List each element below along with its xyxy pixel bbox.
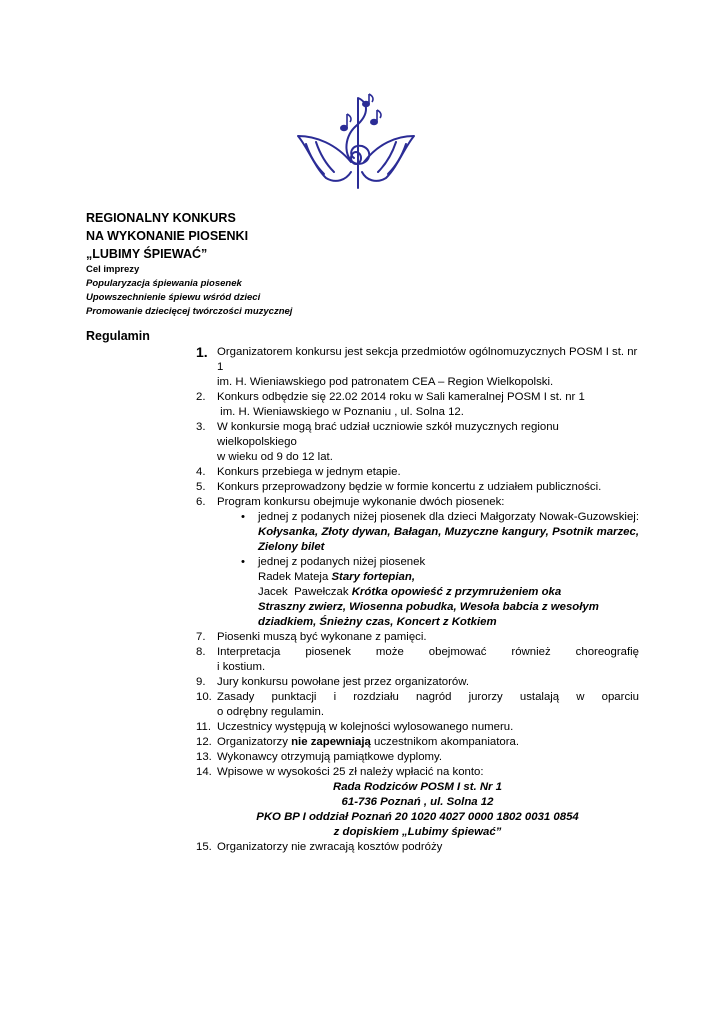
list-item	[196, 720, 639, 735]
list-item	[196, 645, 639, 675]
author-name: Radek Mateja	[258, 571, 332, 583]
item-text: Organizatorzy nie zwracają kosztów podróży	[217, 841, 443, 853]
item-number: 11.	[196, 721, 211, 733]
emphasis-text: nie zapewniają	[291, 736, 371, 748]
song-line	[258, 585, 639, 600]
item-number: 8.	[196, 646, 206, 658]
item-number: 12.	[196, 736, 212, 748]
list-item	[196, 765, 639, 780]
song-list: Kołysanka, Złoty dywan, Bałagan, Muzyczne kangury, Psotnik marzec, Zielony bilet	[258, 526, 639, 553]
bullet-text: jednej z podanych niżej piosenek	[258, 556, 426, 568]
rules-list	[196, 345, 639, 855]
item-text: Organizatorem konkursu jest sekcja przedmiotów ogólnomuzycznych POSM I st. nr 1	[217, 346, 638, 373]
goal-heading: Cel imprezy	[86, 264, 140, 275]
list-item	[196, 390, 639, 420]
item-text: Konkurs odbędzie się 22.02 2014 roku w Sali kameralnej POSM I st. nr 1	[217, 391, 585, 403]
list-item	[196, 690, 639, 720]
goal-1: Popularyzacja śpiewania piosenek	[86, 278, 242, 289]
song-list: Straszny zwierz, Wiosenna pobudka, Wesoła babcia z wesołym dziadkiem, Śnieżny czas, Koncert z Kotkiem	[258, 601, 599, 628]
item-number: 9.	[196, 676, 206, 688]
item-number: 4.	[196, 466, 206, 478]
item-number: 6.	[196, 496, 206, 508]
item-text: Zasady punktacji i rozdziału nagród jurorzy ustalają w oparciu	[217, 691, 639, 703]
song-title: Krótka opowieść z przymrużeniem oka	[351, 586, 562, 598]
account-name: Rada Rodziców POSM I st. Nr 1	[333, 781, 502, 793]
goal-2: Upowszechnienie śpiewu wśród dzieci	[86, 292, 261, 303]
item-text: uczestnikom akompaniatora.	[370, 736, 519, 748]
item-number: 5.	[196, 481, 206, 493]
title-line-3: „LUBIMY ŚPIEWAĆ”	[86, 247, 208, 261]
bullet-item	[241, 555, 639, 570]
account-number: PKO BP I oddział Poznań 20 1020 4027 0000 1802 0031 0854	[256, 811, 579, 823]
title-line-2: NA WYKONANIE PIOSENKI	[86, 229, 249, 243]
regulamin-heading: Regulamin	[86, 329, 150, 343]
item-text: Organizatorzy	[217, 736, 292, 748]
item-text: Wykonawcy otrzymują pamiątkowe dyplomy.	[217, 751, 443, 763]
item-text: Konkurs przeprowadzony będzie w formie koncertu z udziałem publiczności.	[217, 481, 602, 493]
winged-treble-clef-icon	[296, 92, 416, 192]
item-number: 2.	[196, 391, 206, 403]
list-item	[196, 465, 639, 480]
item-number: 14.	[196, 766, 212, 778]
list-item	[196, 735, 639, 750]
song-title: Stary fortepian,	[331, 571, 416, 583]
list-item	[196, 630, 639, 645]
account-address: 61-736 Poznań , ul. Solna 12	[341, 796, 494, 808]
item-text: W konkursie mogą brać udział uczniowie szkół muzycznych regionu wielkopolskiego	[217, 421, 559, 448]
list-item	[196, 345, 639, 390]
bullet-icon: •	[241, 511, 245, 523]
list-item	[196, 420, 639, 465]
song-line	[258, 570, 639, 585]
item-number: 3.	[196, 421, 206, 433]
item-text: im. H. Wieniawskiego pod patronatem CEA – Region Wielkopolski.	[217, 376, 554, 388]
bullet-icon: •	[241, 556, 245, 568]
account-note: z dopiskiem „Lubimy śpiewać”	[333, 826, 502, 838]
item-text: Jury konkursu powołane jest przez organizatorów.	[217, 676, 469, 688]
bullet-text: jednej z podanych niżej piosenek dla dzieci Małgorzaty Nowak-Guzowskiej:	[258, 511, 639, 523]
title-line-1: REGIONALNY KONKURS	[86, 211, 236, 225]
item-text: Interpretacja piosenek może obejmować również choreografię	[217, 646, 639, 658]
list-item	[196, 750, 639, 765]
list-item	[196, 495, 639, 510]
item-text: Piosenki muszą być wykonane z pamięci.	[217, 631, 427, 643]
item-text: i kostium.	[217, 661, 266, 673]
list-item	[196, 675, 639, 690]
item-text: w wieku od 9 do 12 lat.	[217, 451, 333, 463]
bullet-item	[241, 510, 639, 555]
item-text: o odrębny regulamin.	[217, 706, 325, 718]
item-number: 10.	[196, 691, 212, 703]
item-number: 13.	[196, 751, 212, 763]
item-text: Uczestnicy występują w kolejności wylosowanego numeru.	[217, 721, 514, 733]
document-header	[86, 209, 646, 319]
item-number: 7.	[196, 631, 206, 643]
item-number: 15.	[196, 841, 212, 853]
goal-3: Promowanie dziecięcej twórczości muzycznej	[86, 306, 293, 317]
item-text: Wpisowe w wysokości 25 zł należy wpłacić na konto:	[217, 766, 484, 778]
item-text: im. H. Wieniawskiego w Poznaniu , ul. Solna 12.	[217, 406, 464, 418]
item-number: 1.	[196, 344, 208, 360]
item-text: Program konkursu obejmuje wykonanie dwóch piosenek:	[217, 496, 505, 508]
author-name: Jacek Pawełczak	[258, 586, 352, 598]
list-item	[196, 480, 639, 495]
item-text: Konkurs przebiega w jednym etapie.	[217, 466, 401, 478]
list-item	[196, 840, 639, 855]
